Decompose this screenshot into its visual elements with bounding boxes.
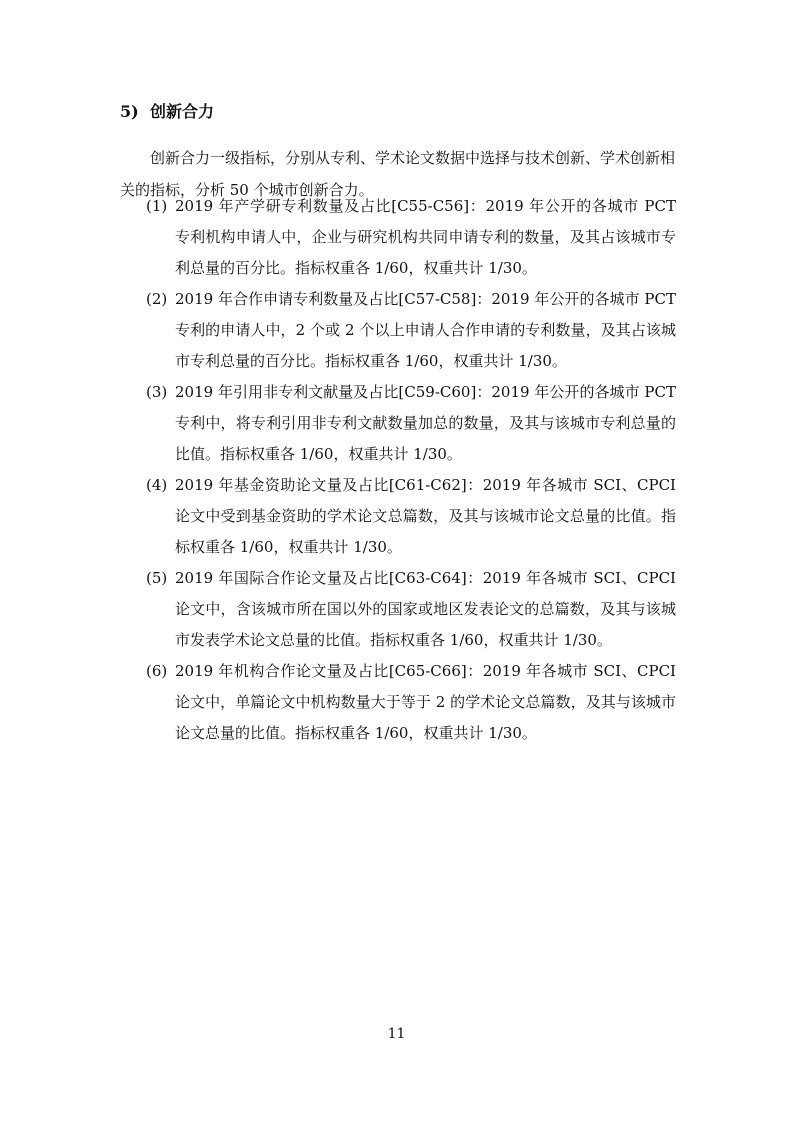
item-text: 2019 年合作申请专利数量及占比[C57-C58]：2019 年公开的各城市 PCT 专利的申请人中，2 个或 2 个以上申请人合作申请的专利数量，及其占该城市专利总量的百分比。指标权重各 1/60，权重共计 1/30。 (175, 290, 676, 370)
item-number: (1) (146, 197, 168, 215)
item-text: 2019 年基金资助论文量及占比[C61-C62]：2019 年各城市 SCI、CPCI 论文中受到基金资助的学术论文总篇数，及其与该城市论文总量的比值。指标权重各 1/60，权重共计 1/30。 (175, 476, 676, 556)
item-text: 2019 年机构合作论文量及占比[C65-C66]：2019 年各城市 SCI、CPCI 论文中，单篇论文中机构数量大于等于 2 的学术论文总篇数，及其与该城市论文总量的比值。指标权重各 1/60，权重共计 1/30。 (175, 662, 676, 742)
section-number: 5) (120, 102, 139, 121)
item-number: (2) (146, 290, 168, 308)
item-number: (6) (146, 662, 168, 680)
indicator-item (146, 377, 676, 470)
intro-paragraph: 创新合力一级指标，分别从专利、学术论文数据中选择与技术创新、学术创新相关的指标，分析 50 个城市创新合力。 (120, 149, 676, 199)
item-text: 2019 年国际合作论文量及占比[C63-C64]：2019 年各城市 SCI、CPCI 论文中，含该城市所在国以外的国家或地区发表论文的总篇数，及其与该城市发表学术论文总量的比值。指标权重各 1/60，权重共计 1/30。 (175, 569, 676, 649)
indicator-item (146, 656, 676, 749)
page-number: 11 (387, 1026, 406, 1042)
section-heading (120, 98, 214, 126)
indicator-list (146, 191, 676, 749)
indicator-item (146, 470, 676, 563)
item-number: (3) (146, 383, 168, 401)
item-text: 2019 年产学研专利数量及占比[C55-C56]：2019 年公开的各城市 PCT 专利机构申请人中，企业与研究机构共同申请专利的数量，及其占该城市专利总量的百分比。指标权重各 1/60，权重共计 1/30。 (175, 197, 676, 277)
item-text: 2019 年引用非专利文献量及占比[C59-C60]：2019 年公开的各城市 PCT 专利中，将专利引用非专利文献数量加总的数量，及其与该城市专利总量的比值。指标权重各 1/60，权重共计 1/30。 (175, 383, 676, 463)
indicator-item (146, 191, 676, 284)
indicator-item (146, 563, 676, 656)
section-title: 创新合力 (150, 102, 215, 121)
indicator-item (146, 284, 676, 377)
item-number: (4) (146, 476, 168, 494)
item-number: (5) (146, 569, 168, 587)
